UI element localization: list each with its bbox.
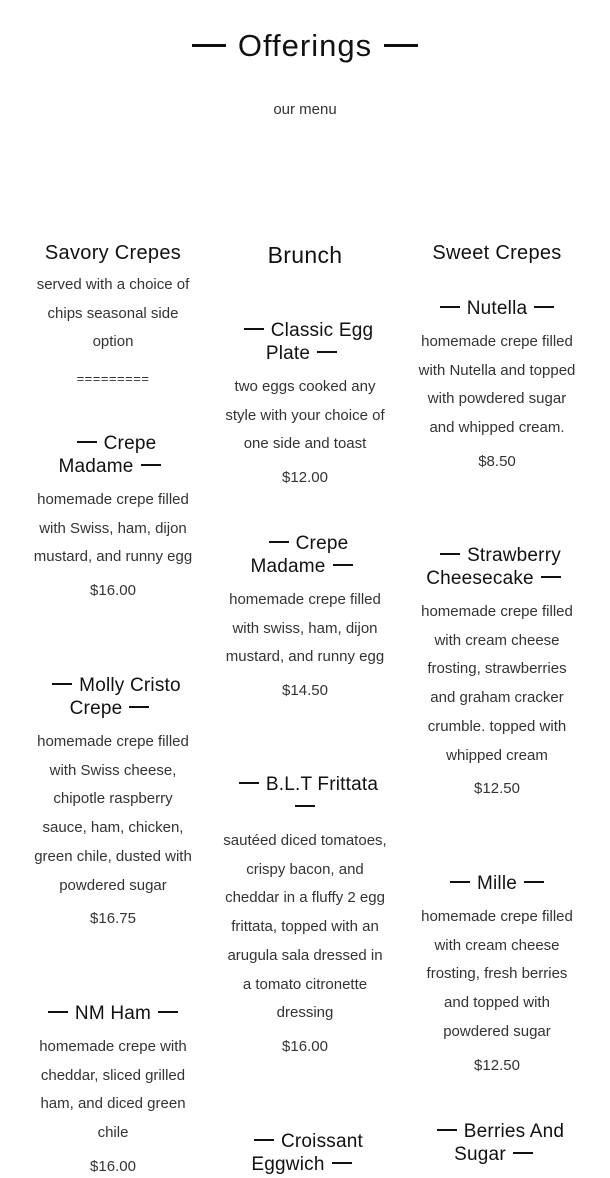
menu-item-name: NM Ham [30,1002,196,1025]
menu-item-price: $16.75 [90,910,136,928]
column-title: Savory Crepes [44,242,182,264]
menu-item-name: Molly Cristo Crepe [30,674,196,720]
menu-item-price: $12.50 [474,1056,520,1074]
menu-item-crepe-madame [30,432,196,599]
column-sweet-crepes [414,242,580,265]
column-title: Brunch [267,242,343,268]
column-savory-crepes [30,242,196,386]
menu-item-description: homemade crepe filled with cream cheese frosting, fresh berries and topped with powdered sugar [421,908,573,1040]
page-title-text: Offerings [237,28,373,63]
title-dash-right [384,44,418,47]
menu-item-description: two eggs cooked any style with your choice of one side and toast [225,378,385,453]
menu-item-description: sautéed diced tomatoes, crispy bacon, and cheddar in a fluffy 2 egg frittata, topped with an arugula sala dressed in a tomato citronette dressing [223,832,387,1022]
menu-item-price: $12.00 [282,469,328,487]
menu-item-strawberry-cheesecake [414,544,580,797]
menu-item-name: Berries And Sugar [414,1120,580,1166]
menu-item-berries-and-sugar [414,1120,580,1166]
menu-item-croissant-eggwich [222,1130,388,1176]
menu-item-description: homemade crepe filled with Swiss, ham, dijon mustard, and runny egg [33,491,193,566]
menu-item-price: $16.00 [90,1157,136,1175]
column-separator: ========= [76,370,150,386]
menu-item-crepe-madame-brunch [222,532,388,699]
menu-item-classic-egg-plate [222,319,388,486]
menu-item-name: Croissant Eggwich [251,1131,364,1175]
menu-item-molly-cristo-crepe [30,674,196,927]
menu-item-description: homemade crepe filled with Swiss cheese, chipotle raspberry sauce, ham, chicken, green chile, dusted with powdered sugar [34,733,192,894]
menu-item-name: Nutella [414,297,580,320]
menu-item-name: B.L.T Frittata [222,773,388,819]
menu-item-price: $12.50 [474,780,520,798]
menu-item-mille [414,872,580,1074]
column-title: Sweet Crepes [432,242,562,264]
title-dash-left [192,44,226,47]
menu-item-description: homemade crepe filled with Nutella and topped with powdered sugar and whipped cream. [418,333,576,437]
menu-item-name: Strawberry Cheesecake [426,545,561,589]
menu-item-nutella [414,297,580,470]
menu-item-price: $14.50 [282,682,328,700]
menu-item-name: Crepe Madame [222,532,388,578]
menu-item-nm-ham [30,1002,196,1175]
menu-item-name: Mille [414,872,580,895]
menu-item-name: Classic Egg Plate [222,319,388,365]
page-title [0,28,610,64]
menu-item-description: homemade crepe filled with cream cheese frosting, strawberries and graham cracker crumble. topped with whipped cream [421,603,573,764]
menu-item-price: $16.00 [282,1037,328,1055]
menu-item-price: $16.00 [90,582,136,600]
menu-item-name: Crepe Madame [30,432,196,478]
column-brunch [222,242,388,269]
menu-item-description: homemade crepe with cheddar, sliced grilled ham, and diced green chile [39,1038,187,1142]
menu-item-description: homemade crepe filled with swiss, ham, dijon mustard, and runny egg [225,591,385,666]
menu-item-price: $8.50 [478,452,516,470]
column-description: served with a choice of chips seasonal side option [36,276,190,350]
menu-item-blt-frittata [222,773,388,1055]
page-subtitle: our menu [273,101,337,118]
